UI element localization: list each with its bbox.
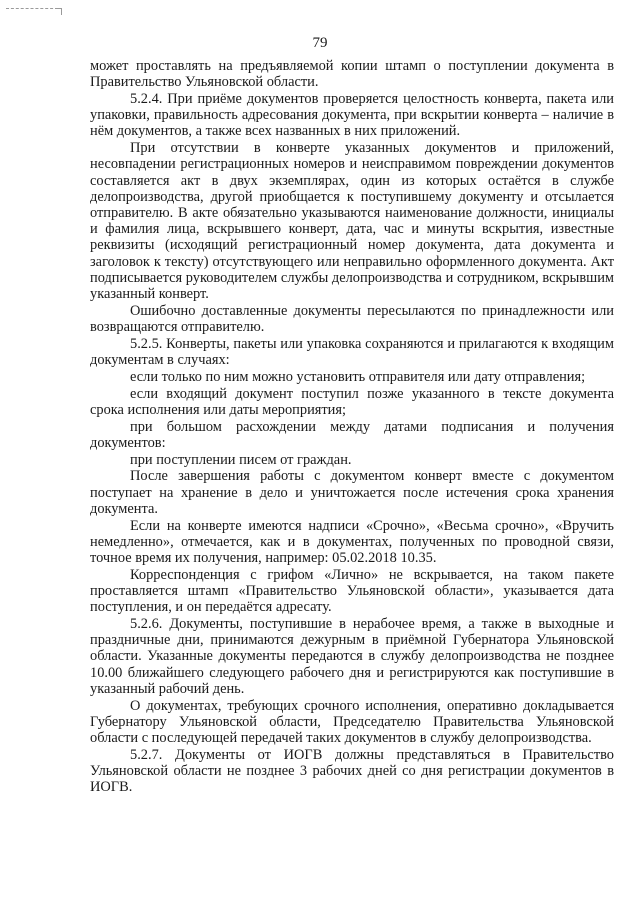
paragraph-5-2-7: 5.2.7. Документы от ИОГВ должны представляться в Правительство Ульяновской области не позднее 3 рабочих дней со дня регистрации документов в ИОГВ. <box>90 746 614 796</box>
list-item-date-discrepancy: при большом расхождении между датами подписания и получения документов: <box>90 418 614 451</box>
paragraph-misdelivered-documents: Ошибочно доставленные документы пересылаются по принадлежности или возвращаются отправителю. <box>90 302 614 336</box>
page-number: 79 <box>312 35 328 51</box>
document-body <box>90 58 614 796</box>
paragraph-5-2-6: 5.2.6. Документы, поступившие в нерабочее время, а также в выходные и праздничные дни, принимаются дежурным в приёмной Губернатора Ульяновской области. Указанные документы передаются в службу делопроизводства не позднее 10.00 ближайшего следующего рабочего дня и регистрируются как поступившие в указанный рабочий день. <box>90 616 614 697</box>
list-item-citizen-letters: при поступлении писем от граждан. <box>130 451 352 468</box>
scan-corner-mark <box>6 8 58 17</box>
paragraph-urgent-marks: Если на конверте имеются надписи «Срочно», «Весьма срочно», «Вручить немедленно», отмечается, как и в документах, полученных по проводной связи, точное время их получения, например: 05.02.2018 10.35. <box>90 517 614 567</box>
paragraph-missing-documents-act: При отсутствии в конверте указанных документов и приложений, несовпадении регистрационных номеров и неисправимом повреждении документов составляется акт в двух экземплярах, один из которых остаётся в службе делопроизводства, другой приобщается к поступившему документу и отсылается отправителю. В акте обязательно указываются наименование должности, инициалы и фамилия лица, вскрывшего конверт, дата, час и минуты вскрытия, известные реквизиты (исходящий регистрационный номер документа, дата документа и заголовок к тексту) отсутствующего или неправильно оформленного документа. Акт подписывается руководителем службы делопроизводства и сотрудником, вскрывшим указанный конверт. <box>90 140 614 303</box>
paragraph-5-2-5: 5.2.5. Конверты, пакеты или упаковка сохраняются и прилагаются к входящим документам в случаях: <box>90 335 614 369</box>
list-item-sender-date: если только по ним можно установить отправителя или дату отправления; <box>130 368 586 385</box>
paragraph-envelope-storage: После завершения работы с документом конверт вместе с документом поступает на хранение в дело и уничтожается после истечения срока хранения документа. <box>90 468 614 517</box>
paragraph-personal-correspondence: Корреспонденция с грифом «Лично» не вскрывается, на таком пакете проставляется штамп «Правительство Ульяновской области», указывается дата поступления, и он передаётся адресату. <box>90 566 614 616</box>
paragraph-urgent-reporting: О документах, требующих срочного исполнения, оперативно докладывается Губернатору Ульяновской области, Председателю Правительства Ульяновской области с последующей передачей таких документов в службу делопроизводства. <box>90 697 614 747</box>
list-item-late-arrival: если входящий документ поступил позже указанного в тексте документа срока исполнения или даты мероприятия; <box>90 385 614 418</box>
paragraph-5-2-4: 5.2.4. При приёме документов проверяется целостность конверта, пакета или упаковки, правильность адресования документа, при вскрытии конверта – наличие в нём документов, а также всех названных в них приложений. <box>90 91 614 140</box>
paragraph-continuation: может проставлять на предъявляемой копии штамп о поступлении документа в Правительство Ульяновской области. <box>90 58 614 91</box>
